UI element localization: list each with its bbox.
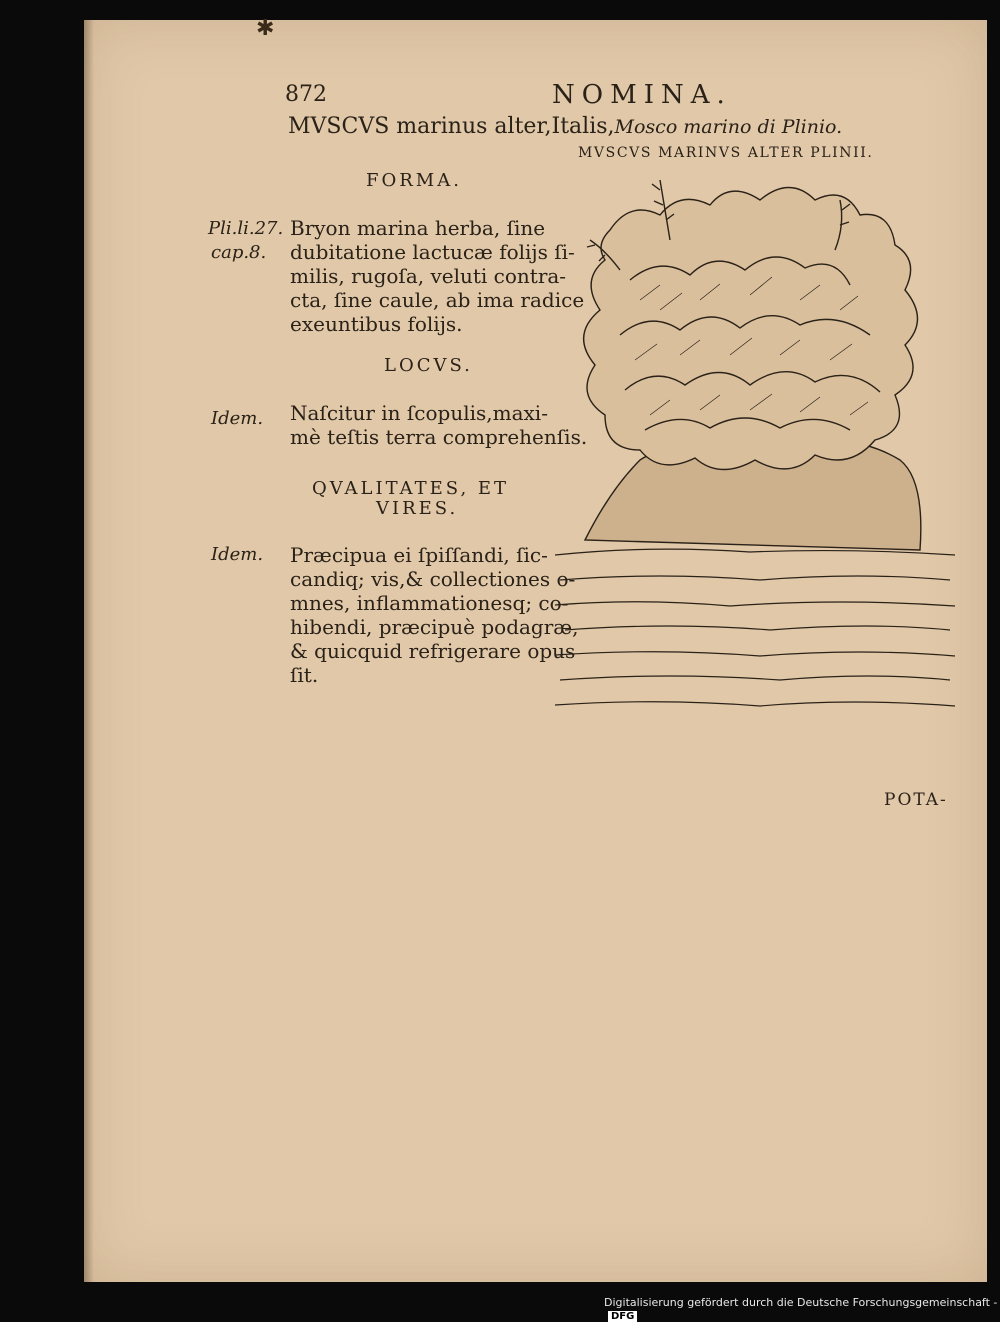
footer-text: Digitalisierung gefördert durch die Deutsche Forschungsgemeinschaft - [604,1296,998,1309]
heading-qualitates: QVALITATES, ET [312,478,510,499]
text-line: hibendi, præcipuè podagræ, [290,615,579,639]
heading-locus: LOCVS. [384,355,473,376]
text-block-qualitates [290,543,578,687]
text-line: mnes, inflammationesq; co- [290,591,569,615]
text-line: dubitatione lactucæ folijs ſi- [290,240,575,264]
text-line: Præcipua ei ſpiſſandi, ſic- [290,543,548,567]
margin-note-1b: cap.8. [211,242,267,263]
page-gutter-shadow [84,20,94,1282]
text-line: Naſcitur in ſcopulis,maxi- [290,401,548,425]
catchword: POTA- [884,790,948,810]
running-head: NOMINA. [552,80,732,110]
text-block-forma [290,216,584,336]
text-line: ſit. [290,663,319,687]
dfg-logo: DFG [608,1311,637,1322]
text-line: exeuntibus folijs. [290,312,463,336]
heading-forma: FORMA. [366,170,462,191]
heading-vires: VIRES. [376,498,459,519]
margin-note-3: Idem. [211,544,264,565]
foliage [584,188,918,470]
ornament-mark: ✱ [256,16,275,41]
margin-note-1a: Pli.li.27. [208,218,284,239]
woodcut-illustration [550,160,960,720]
title-italian: Mosco marino di Plinio. [614,116,843,138]
text-line: & quicquid refrigerare opus [290,639,576,663]
text-block-locus [290,401,587,449]
text-line: cta, ſine caule, ab ima radice [290,288,585,312]
title-latin: MVSCVS marinus alter,Italis, [288,114,615,139]
page-number: 872 [285,82,327,107]
text-line: mè teſtis terra comprehenſis. [290,425,588,449]
digitization-footer [604,1296,1000,1322]
text-line: milis, rugoſa, veluti contra- [290,264,567,288]
figure-caption: MVSCVS MARINVS ALTER PLINII. [578,145,874,161]
text-line: Bryon marina herba, ſine [290,216,546,240]
text-line: candiq; vis,& collectiones o- [290,567,576,591]
title-line [288,114,842,139]
margin-note-2: Idem. [211,408,264,429]
